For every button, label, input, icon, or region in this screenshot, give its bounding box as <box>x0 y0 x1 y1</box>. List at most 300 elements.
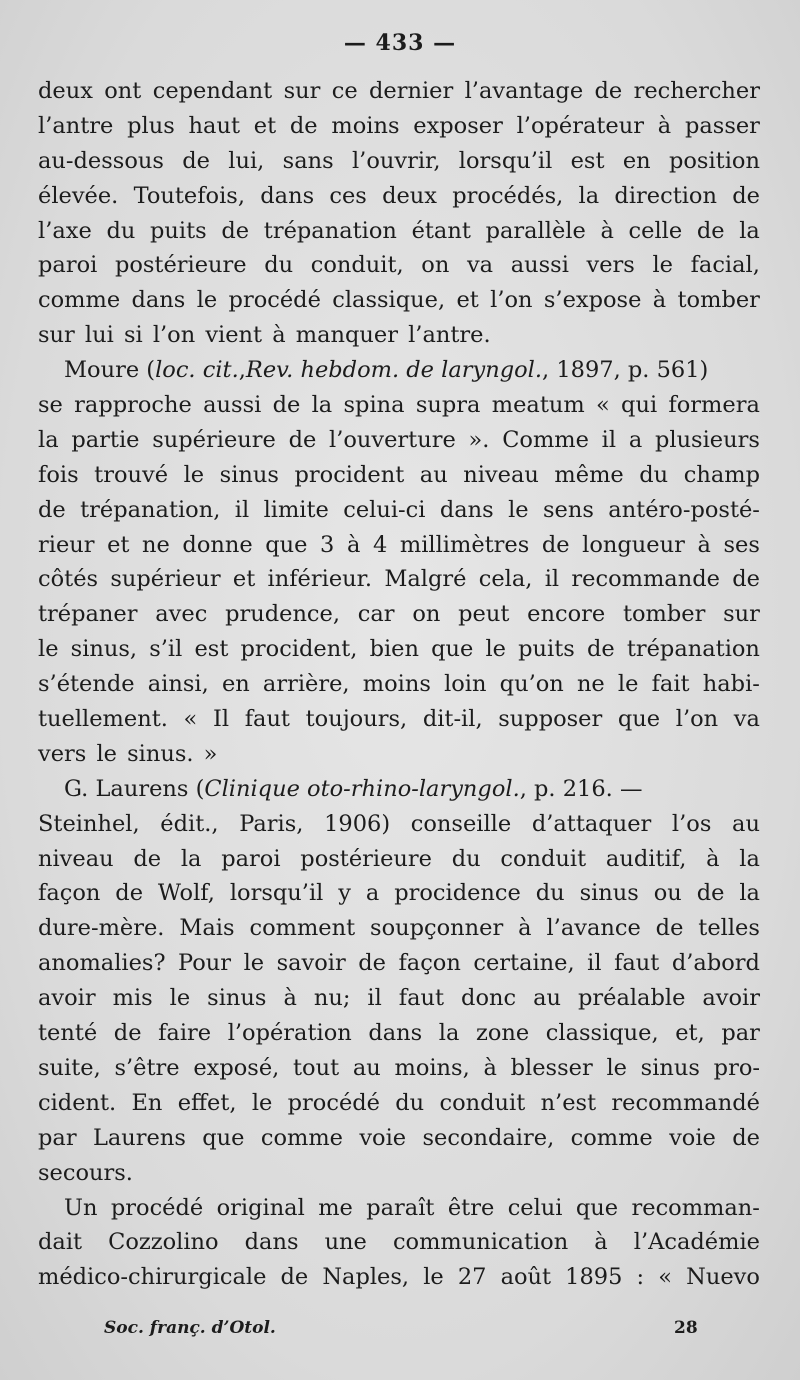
word: le <box>38 636 59 663</box>
word: on <box>412 601 441 628</box>
text-line <box>38 1121 760 1156</box>
word: que <box>617 706 661 733</box>
word: deux <box>382 182 437 209</box>
word: Malgré <box>384 566 467 593</box>
word: « <box>658 1264 673 1291</box>
word: recommande <box>571 566 720 593</box>
word: l’axe <box>38 217 92 244</box>
word: plusieurs <box>654 426 760 453</box>
word: le <box>183 461 205 488</box>
word: élevée. <box>38 182 119 209</box>
word: de <box>115 880 144 907</box>
word: au <box>419 461 448 488</box>
word: trépaner <box>38 601 138 628</box>
word: moins <box>362 671 431 698</box>
word: Il <box>212 706 230 733</box>
word: donc <box>461 985 517 1012</box>
word: Paris, <box>239 810 304 837</box>
word: ce <box>331 78 358 104</box>
word: à <box>652 287 667 314</box>
word: cela, <box>478 566 533 593</box>
word: il <box>234 496 250 523</box>
word: ses <box>723 531 760 558</box>
word: Wolf, <box>157 880 215 907</box>
word: au-dessous <box>38 147 164 174</box>
word: de <box>133 845 162 872</box>
word: le <box>251 1089 273 1116</box>
word: Nuevo <box>686 1264 760 1291</box>
word: le <box>196 287 218 314</box>
word: ne <box>576 671 605 698</box>
word: peut <box>458 601 510 628</box>
text-line <box>38 1225 760 1260</box>
text-line <box>38 842 760 877</box>
word: à <box>594 1229 608 1256</box>
text-line <box>38 353 760 388</box>
word: à <box>600 217 614 244</box>
word: le <box>617 671 639 698</box>
paragraph-laurens <box>38 772 760 1191</box>
text-line <box>38 214 760 249</box>
word: exposer <box>413 112 503 139</box>
word: loin <box>444 671 487 698</box>
word: longueur <box>582 531 685 558</box>
word: procédé <box>110 1194 204 1221</box>
word: postérieure <box>114 252 247 279</box>
text-line <box>38 144 760 179</box>
word: rechercher <box>633 78 760 104</box>
citation-book: Clinique oto-rhino-laryngol. <box>204 775 520 802</box>
word: sur <box>38 322 75 349</box>
word: il <box>587 950 602 977</box>
word: telles <box>698 915 760 942</box>
word: avoir <box>702 985 760 1012</box>
word: Cozzolino <box>108 1229 219 1256</box>
word: parallèle <box>485 217 586 244</box>
word: que <box>575 1194 619 1221</box>
word: original <box>216 1194 305 1221</box>
word: comme <box>570 1124 653 1151</box>
line-content: G. Laurens (Clinique oto-rhino-laryngol., p. 216. — <box>64 775 643 802</box>
word: l’on <box>152 322 196 349</box>
word: en <box>221 671 250 698</box>
word: la <box>739 880 760 907</box>
word: secours. <box>38 1159 133 1186</box>
word: dit-il, <box>422 706 483 733</box>
word: dait <box>38 1229 83 1256</box>
word: avoir <box>38 985 96 1012</box>
word: direction <box>614 182 717 209</box>
text-line <box>38 981 760 1016</box>
word: l’on <box>675 706 719 733</box>
word: Toutefois, <box>133 182 246 209</box>
word: aussi <box>510 252 569 279</box>
word: Steinhel, <box>38 810 140 837</box>
word: effet, <box>177 1089 237 1116</box>
text-line <box>38 109 760 144</box>
word: se <box>38 392 63 419</box>
word: tomber <box>622 601 706 628</box>
word: nu; <box>313 985 351 1012</box>
word: la <box>739 845 760 872</box>
word: faut <box>244 706 290 733</box>
word: de <box>696 217 725 244</box>
word: certaine, <box>473 950 575 977</box>
word: à <box>272 322 286 349</box>
paragraph-continuation <box>38 74 760 353</box>
word: lui <box>84 322 114 349</box>
word: l’os <box>671 810 712 837</box>
citation-journal: Rev. hebdom. de laryngol. <box>245 357 543 384</box>
word: et <box>253 112 277 139</box>
word: s’expose <box>543 287 642 314</box>
word: tuellement. <box>38 706 168 733</box>
word: 4 <box>372 531 388 558</box>
word: sinus. <box>127 740 194 767</box>
word: la <box>438 1020 460 1047</box>
word: niveau <box>463 461 539 488</box>
paragraph-cozzolino <box>38 1191 760 1296</box>
word: trouvé <box>94 461 169 488</box>
word: l’antre <box>38 112 114 139</box>
text-line <box>38 562 760 597</box>
word: conseille <box>410 810 512 837</box>
word: au <box>352 1054 381 1081</box>
word: façon <box>398 950 461 977</box>
text-line <box>38 946 760 981</box>
word: médico-chirurgicale <box>38 1264 267 1291</box>
word: le <box>485 636 506 663</box>
word: et, <box>675 1020 705 1047</box>
word: mis <box>112 985 153 1012</box>
word: faut <box>398 985 445 1012</box>
text-line <box>38 318 760 353</box>
word: puits <box>518 636 575 663</box>
text-line <box>38 283 760 318</box>
text-line <box>38 423 760 458</box>
word: conduit <box>500 845 587 872</box>
word: l’avantage <box>464 78 584 104</box>
word: qu’on <box>499 671 564 698</box>
word: pro- <box>713 1054 760 1081</box>
text-line <box>38 597 760 632</box>
word: anomalies? <box>38 950 166 977</box>
word: par <box>721 1020 760 1047</box>
word: classique, <box>545 1020 659 1047</box>
word: dans <box>244 1229 299 1256</box>
word: deux <box>38 78 93 104</box>
word: au <box>732 810 760 837</box>
word: d’abord <box>671 950 760 977</box>
text-line <box>38 179 760 214</box>
word: Pour <box>178 950 232 977</box>
text-line <box>38 772 760 807</box>
word: sur <box>283 78 321 104</box>
word: de <box>586 636 615 663</box>
word: on <box>421 252 450 279</box>
word: le <box>169 985 191 1012</box>
word: dans <box>439 496 494 523</box>
word: plus <box>127 112 175 139</box>
word: du <box>395 1089 425 1116</box>
word: » <box>203 740 218 767</box>
word: la <box>38 426 59 453</box>
word: aussi <box>203 392 262 419</box>
word: est <box>570 147 605 174</box>
word: août <box>500 1264 552 1291</box>
word: côtés <box>38 566 99 593</box>
word: comment <box>249 915 356 942</box>
word: meatum <box>491 392 585 419</box>
word: va <box>466 252 494 279</box>
word: ne <box>142 531 170 558</box>
word: sans <box>282 147 334 174</box>
word: la <box>578 182 600 209</box>
word: la <box>739 217 760 244</box>
word: le <box>606 1054 627 1081</box>
word: toujours, <box>305 706 408 733</box>
word: tomber <box>677 287 760 314</box>
word: du <box>106 217 136 244</box>
word: postérieure <box>300 845 432 872</box>
word: procédés, <box>452 182 564 209</box>
word: paroi <box>221 845 281 872</box>
word: recommandé <box>611 1089 760 1116</box>
word: va <box>733 706 760 733</box>
word: 27 <box>457 1264 487 1291</box>
word: y <box>338 880 351 907</box>
word: fait <box>651 671 690 698</box>
word: que <box>431 636 474 663</box>
word: dans <box>131 287 186 314</box>
word: être <box>447 1194 495 1221</box>
word: vient <box>205 322 263 349</box>
text-line <box>38 248 760 283</box>
word: me <box>318 1194 353 1221</box>
word: et <box>107 531 130 558</box>
word: comme <box>38 287 121 314</box>
word: Laurens <box>92 1124 186 1151</box>
word: dans <box>260 182 315 209</box>
word: dure-mère. <box>38 915 165 942</box>
word: supérieur <box>110 566 221 593</box>
word: du <box>535 880 565 907</box>
word: il <box>601 426 617 453</box>
word: donne <box>182 531 253 558</box>
word: sinus <box>640 1054 700 1081</box>
word: Comme <box>502 426 589 453</box>
word: blesser <box>510 1054 593 1081</box>
word: de <box>38 496 66 523</box>
word: de <box>541 531 570 558</box>
word: d’attaquer <box>531 810 652 837</box>
body-text <box>38 74 760 1295</box>
word: ainsi, <box>147 671 209 698</box>
word: facial, <box>690 252 760 279</box>
word: en <box>622 147 651 174</box>
word: est <box>194 636 229 663</box>
word: du <box>264 252 294 279</box>
word: celui <box>507 1194 563 1221</box>
text-line <box>38 1016 760 1051</box>
text-line <box>38 388 760 423</box>
word: de <box>289 112 318 139</box>
word: 1895 <box>565 1264 623 1291</box>
word: que <box>265 531 308 558</box>
word: par <box>38 1124 77 1151</box>
word: si <box>123 322 143 349</box>
word: ou <box>653 880 682 907</box>
word: lorsqu’il <box>229 880 324 907</box>
word: l’ouvrir, <box>351 147 441 174</box>
word: et <box>232 566 256 593</box>
word: sens <box>542 496 594 523</box>
word: à <box>657 112 672 139</box>
text-line <box>38 807 760 842</box>
citation-loc-cit: loc. cit. <box>155 357 239 384</box>
word: Mais <box>179 915 235 942</box>
word: au <box>533 985 561 1012</box>
word: trépanation <box>626 636 760 663</box>
word: une <box>324 1229 367 1256</box>
word: limite <box>263 496 329 523</box>
word: suite, <box>38 1054 101 1081</box>
word: avec <box>155 601 208 628</box>
word: et <box>456 287 479 314</box>
word: formera <box>668 392 760 419</box>
word: le <box>423 1264 444 1291</box>
word: sur <box>723 601 760 628</box>
word: cident. <box>38 1089 117 1116</box>
word: bien <box>369 636 419 663</box>
word: car <box>357 601 395 628</box>
word: de <box>358 950 386 977</box>
word: faire <box>158 1020 212 1047</box>
word: à <box>283 985 297 1012</box>
text-line <box>38 911 760 946</box>
word: l’on <box>490 287 533 314</box>
word: puits <box>150 217 207 244</box>
page-number: — 433 — <box>343 30 457 56</box>
word: de <box>696 880 725 907</box>
word: du <box>451 845 481 872</box>
word: à <box>706 845 720 872</box>
word: de <box>655 915 684 942</box>
word: rapproche <box>74 392 192 419</box>
word: « <box>595 392 610 419</box>
word: secondaire, <box>422 1124 555 1151</box>
word: trépanation, <box>80 496 221 523</box>
text-line <box>38 493 760 528</box>
word: moins, <box>394 1054 470 1081</box>
journal-footer: Soc. franç. d’Otol. <box>104 1318 276 1338</box>
text-line <box>38 1156 760 1191</box>
word: procédé <box>228 287 321 314</box>
word: préalable <box>577 985 686 1012</box>
word: recomman- <box>631 1194 760 1221</box>
word: lui, <box>228 147 265 174</box>
word: ont <box>104 78 142 104</box>
word: 3 <box>320 531 335 558</box>
word: partie <box>71 426 140 453</box>
word: de <box>280 1264 309 1291</box>
word: il <box>367 985 382 1012</box>
word: dans <box>368 1020 423 1047</box>
word: paroi <box>38 252 98 279</box>
word: tenté <box>38 1020 98 1047</box>
word: voie <box>359 1124 407 1151</box>
word: l’avance <box>546 915 641 942</box>
word: supérieure <box>152 426 276 453</box>
word: Un <box>64 1194 98 1221</box>
word: antéro-posté- <box>608 496 760 523</box>
word: de <box>594 78 623 104</box>
word: haut <box>188 112 240 139</box>
word: procident, <box>240 636 358 663</box>
word: l’ouverture <box>329 426 456 453</box>
word: sinus <box>579 880 639 907</box>
word: de <box>732 1124 760 1151</box>
word: moins <box>331 112 400 139</box>
word: il <box>544 566 560 593</box>
text-line <box>38 737 760 772</box>
word: vers <box>586 252 635 279</box>
word: façon <box>38 880 101 907</box>
word: étant <box>411 217 471 244</box>
word: exposé, <box>193 1054 280 1081</box>
word: Naples, <box>322 1264 410 1291</box>
word: à <box>346 531 361 558</box>
word: procident <box>294 461 405 488</box>
word: « <box>183 706 198 733</box>
word: n’est <box>540 1089 597 1116</box>
word: à <box>697 531 711 558</box>
word: habi- <box>702 671 760 698</box>
word: s’être <box>114 1054 180 1081</box>
word: procédé <box>287 1089 380 1116</box>
word: vers <box>38 740 87 767</box>
word: même <box>554 461 624 488</box>
word: la <box>180 845 202 872</box>
word: sinus <box>219 461 279 488</box>
text-line <box>38 702 760 737</box>
word: s’étende <box>38 671 135 698</box>
word: l’antre. <box>408 322 491 349</box>
word: manquer <box>295 322 398 349</box>
word: supra <box>415 392 481 419</box>
word: voie <box>669 1124 716 1151</box>
word: encore <box>527 601 606 628</box>
word: supposer <box>498 706 603 733</box>
word: à <box>518 915 532 942</box>
text-line <box>38 528 760 563</box>
word: de <box>272 392 301 419</box>
text-line <box>38 74 760 109</box>
word: spina <box>343 392 405 419</box>
word: auditif, <box>605 845 687 872</box>
word: ». <box>468 426 490 453</box>
word: sinus <box>207 985 267 1012</box>
text-line <box>38 632 760 667</box>
word: celui-ci <box>343 496 426 523</box>
word: sinus, <box>70 636 138 663</box>
word: qui <box>621 392 658 419</box>
word: dernier <box>369 78 454 104</box>
word: la <box>311 392 333 419</box>
word: de <box>182 147 210 174</box>
word: tout <box>293 1054 340 1081</box>
text-line <box>38 1086 760 1121</box>
